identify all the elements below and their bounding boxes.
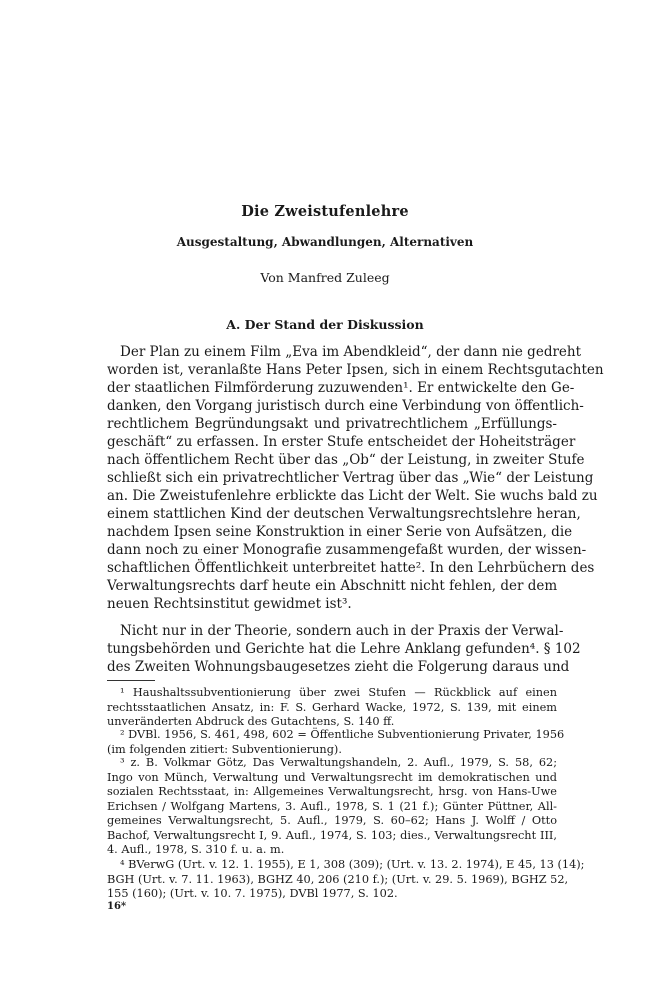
- footnote-line: unveränderten Abdruck des Gutachtens, S. 140 ff.: [107, 715, 395, 728]
- footnote-line: Ingo von Münch, Verwaltung und Verwaltungsrecht im demokratischen und: [107, 770, 557, 784]
- section-heading: A. Der Stand der Diskussion: [226, 317, 424, 332]
- paragraph-line: rechtlichem Begründungsakt und privatrechtlichem „Erfüllungs-: [107, 416, 557, 432]
- footnote-line: BGH (Urt. v. 7. 11. 1963), BGHZ 40, 206 (210 f.); (Urt. v. 29. 5. 1969), BGHZ 52,: [107, 872, 569, 886]
- footnote-line: 4. Aufl., 1978, S. 310 f. u. a. m.: [107, 843, 285, 856]
- footnote-line: ¹ Haushaltssubventionierung über zwei Stufen — Rückblick auf einen: [120, 686, 557, 699]
- paragraph-line: worden ist, veranlaßte Hans Peter Ipsen, sich in einem Rechtsgutachten: [107, 362, 604, 378]
- footnote-line: rechtsstaatlichen Ansatz, in: F. S. Gerhard Wacke, 1972, S. 139, mit einem: [107, 700, 557, 714]
- footnote-line: gemeines Verwaltungsrecht, 5. Aufl., 1979, S. 60–62; Hans J. Wolff / Otto: [107, 814, 557, 827]
- footnote-line: ³ z. B. Volkmar Götz, Das Verwaltungshandeln, 2. Aufl., 1979, S. 58, 62;: [120, 756, 557, 769]
- footnote-line: ² DVBl. 1956, S. 461, 498, 602 = Öffentliche Subventionierung Privater, 1956: [120, 728, 565, 741]
- paragraph-line: einem stattlichen Kind der deutschen Verwaltungsrechtslehre heran,: [107, 506, 581, 522]
- paragraph-line: dann noch zu einer Monografie zusammengefaßt wurden, der wissen-: [107, 542, 587, 558]
- paragraph-line: an. Die Zweistufenlehre erblickte das Licht der Welt. Sie wuchs bald zu: [107, 488, 598, 504]
- author-line: Von Manfred Zuleeg: [260, 270, 390, 285]
- footnote-line: Bachof, Verwaltungsrecht I, 9. Aufl., 1974, S. 103; dies., Verwaltungsrecht III,: [107, 828, 557, 842]
- article-subtitle: Ausgestaltung, Abwandlungen, Alternativen: [176, 235, 474, 249]
- footnote-line: (im folgenden zitiert: Subventionierung).: [107, 742, 342, 756]
- footnote-line: ⁴ BVerwG (Urt. v. 12. 1. 1955), E 1, 308 (309); (Urt. v. 13. 2. 1974), E 45, 13 (14);: [120, 858, 585, 871]
- page-signature: 16*: [107, 901, 127, 912]
- article-title: Die Zweistufenlehre: [241, 203, 409, 220]
- footnote-line: Erichsen / Wolfgang Martens, 3. Aufl., 1978, S. 1 (21 f.); Günter Püttner, All-: [107, 799, 557, 813]
- footnote-line: sozialen Rechtsstaat, in: Allgemeines Verwaltungsrecht, hrsg. von Hans-Uwe: [107, 785, 557, 798]
- paragraph-line: nachdem Ipsen seine Konstruktion in einer Serie von Aufsätzen, die: [107, 524, 573, 540]
- paragraph-line: der staatlichen Filmförderung zuzuwenden¹. Er entwickelte den Ge-: [107, 380, 575, 396]
- footnote-separator: [107, 680, 155, 681]
- paragraph-line: tungsbehörden und Gerichte hat die Lehre Anklang gefunden⁴. § 102: [107, 641, 581, 657]
- paragraph-line: schließt sich ein privatrechtlicher Vertrag über das „Wie“ der Leistung: [107, 470, 594, 486]
- paragraph-line: geschäft“ zu erfassen. In erster Stufe entscheidet der Hoheitsträger: [107, 434, 576, 450]
- paragraph-line: Der Plan zu einem Film „Eva im Abendkleid“, der dann nie gedreht: [120, 344, 582, 360]
- paragraph-line: danken, den Vorgang juristisch durch eine Verbindung von öffentlich-: [107, 398, 584, 414]
- paragraph-line: des Zweiten Wohnungsbaugesetzes zieht die Folgerung daraus und: [107, 659, 570, 675]
- paragraph-line: Nicht nur in der Theorie, sondern auch in der Praxis der Verwal-: [120, 623, 564, 639]
- paragraph-line: Verwaltungsrechts darf heute ein Abschnitt nicht fehlen, der dem: [107, 578, 558, 594]
- paragraph-line: neuen Rechtsinstitut gewidmet ist³.: [107, 596, 352, 612]
- paragraph-line: nach öffentlichem Recht über das „Ob“ der Leistung, in zweiter Stufe: [107, 452, 585, 468]
- paragraph-line: schaftlichen Öffentlichkeit unterbreitet hatte². In den Lehrbüchern des: [107, 560, 595, 576]
- footnote-line: 155 (160); (Urt. v. 10. 7. 1975), DVBl 1977, S. 102.: [107, 887, 398, 900]
